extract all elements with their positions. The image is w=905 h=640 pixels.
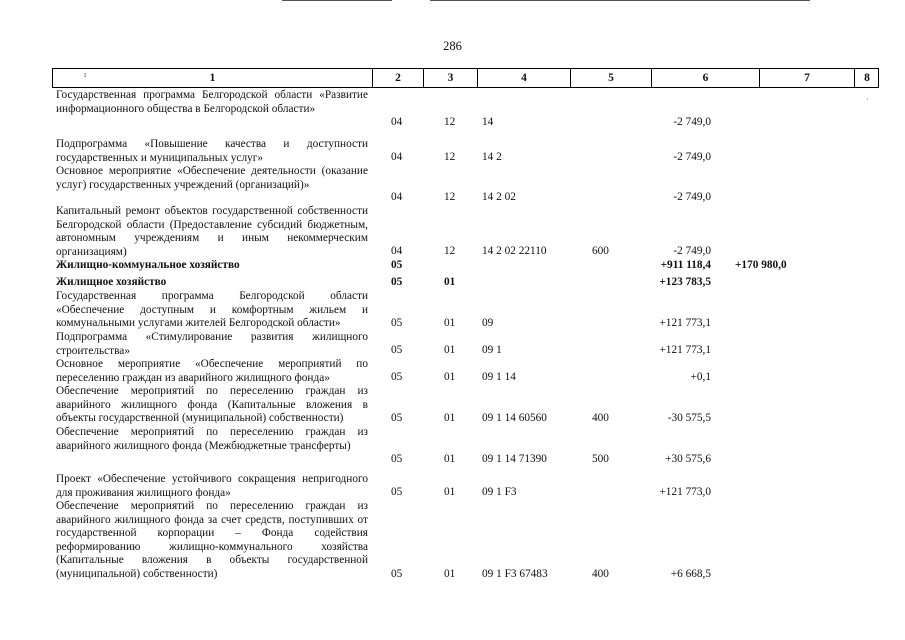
row-description: Основное мероприятие «Обеспечение мероприятий по переселению граждан из аварийного жилищного фонда» <box>56 358 368 384</box>
row-description: Подпрограмма «Стимулирование развития жилищного строительства» <box>56 331 368 357</box>
row-col-4: 09 1 14 71390 <box>482 453 547 465</box>
row-col-3: 01 <box>444 486 456 498</box>
row-col-3: 01 <box>444 568 456 580</box>
row-description: Жилищное хозяйство <box>56 276 167 288</box>
row-col-6: +121 773,1 <box>659 317 711 329</box>
row-col-3: 01 <box>444 412 456 424</box>
row-col-2: 05 <box>391 276 403 288</box>
row-description: Жилищно-коммунальное хозяйство <box>56 259 240 271</box>
header-col-5: 5 <box>608 72 614 84</box>
row-col-6: +911 118,4 <box>660 259 711 271</box>
row-col-2: 05 <box>391 317 403 329</box>
row-col-3: 01 <box>444 371 456 383</box>
row-col-2: 05 <box>391 453 403 465</box>
row-description: Государственная программа Белгородской области «Обеспечение доступным и комфортным жильем и коммунальными услугами жителей Белгородской области» <box>56 290 368 330</box>
row-col-6: +0,1 <box>690 371 711 383</box>
row-col-6: +6 668,5 <box>670 568 711 580</box>
row-col-3: 01 <box>444 276 456 288</box>
row-col-4: 09 1 <box>482 344 502 356</box>
top-rule-right <box>430 0 810 1</box>
row-description: Подпрограмма «Повышение качества и доступности государственных и муниципальных услуг» <box>56 138 368 164</box>
row-col-2: 05 <box>391 486 403 498</box>
row-col-4: 09 1 F3 67483 <box>482 568 548 580</box>
row-col-3: 12 <box>444 151 456 163</box>
row-col-2: 04 <box>391 116 403 128</box>
row-col-2: 05 <box>391 412 403 424</box>
row-col-6: -2 749,0 <box>673 191 711 203</box>
row-description: Капитальный ремонт объектов государственной собственности Белгородской области (Предоставление субсидий бюджетным, автономным учреждениям и иным некоммерческим организациям) <box>56 205 368 258</box>
header-col-1: 1 <box>209 72 216 84</box>
row-col-2: 04 <box>391 191 403 203</box>
row-col-3: 12 <box>444 191 456 203</box>
row-description: Проект «Обеспечение устойчивого сокращения непригодного для проживания жилищного фонда» <box>56 473 368 499</box>
page-number: 286 <box>443 39 462 53</box>
header-col-7: 7 <box>804 72 810 84</box>
row-col-2: 05 <box>391 259 403 271</box>
row-col-4: 14 2 <box>482 151 502 163</box>
row-col-4: 14 2 02 <box>482 191 516 203</box>
scan-mark: · <box>866 95 869 104</box>
row-col-6: -2 749,0 <box>673 116 711 128</box>
row-col-4: 14 <box>482 116 494 128</box>
row-col-5: 400 <box>592 412 609 424</box>
row-col-4: 09 1 F3 <box>482 486 517 498</box>
row-description: Обеспечение мероприятий по переселению граждан из аварийного жилищного фонда (Капитальные вложения в объекты государственной (муниципальной) собственности) <box>56 385 368 425</box>
row-description: Обеспечение мероприятий по переселению граждан из аварийного жилищного фонда (Межбюджетные трансферты) <box>56 426 368 452</box>
row-col-3: 12 <box>444 245 456 257</box>
row-col-3: 01 <box>444 453 456 465</box>
header-col-3: 3 <box>447 72 454 84</box>
row-col-4: 09 <box>482 317 494 329</box>
row-col-3: 01 <box>444 317 456 329</box>
row-col-7: +170 980,0 <box>735 259 787 271</box>
top-rule-left <box>282 0 392 1</box>
row-description: Основное мероприятие «Обеспечение деятельности (оказание услуг) государственных учреждений (организаций)» <box>56 165 368 191</box>
row-col-4: 14 2 02 22110 <box>482 245 547 257</box>
table-header <box>52 68 879 88</box>
row-col-2: 04 <box>391 151 403 163</box>
row-col-6: +123 783,5 <box>659 276 711 288</box>
header-col-6: 6 <box>702 72 709 84</box>
row-col-4: 09 1 14 60560 <box>482 412 547 424</box>
row-col-5: 600 <box>592 245 609 257</box>
header-col-2: 2 <box>395 72 401 84</box>
row-col-4: 09 1 14 <box>482 371 516 383</box>
scan-mark: ı <box>84 70 87 79</box>
row-col-6: -2 749,0 <box>673 151 711 163</box>
row-col-5: 400 <box>592 568 609 580</box>
row-col-2: 05 <box>391 568 403 580</box>
row-description: Обеспечение мероприятий по переселению граждан из аварийного жилищного фонда за счет средств, поступивших от государственной корпорации – Фонда содействия реформированию жилищно-коммунального хозяйства (Капитальные вложения в объекты государственной (муниципальной) собственности) <box>56 500 368 580</box>
row-col-2: 05 <box>391 344 403 356</box>
row-description: Государственная программа Белгородской области «Развитие информационного общества в Белгородской области» <box>56 89 368 115</box>
header-col-4: 4 <box>521 72 527 84</box>
row-col-2: 04 <box>391 245 403 257</box>
row-col-3: 01 <box>444 344 456 356</box>
row-col-6: +121 773,1 <box>659 344 711 356</box>
row-col-6: +30 575,6 <box>665 453 711 465</box>
row-col-5: 500 <box>592 453 609 465</box>
row-col-3: 12 <box>444 116 456 128</box>
row-col-6: +121 773,0 <box>659 486 711 498</box>
row-col-2: 05 <box>391 371 403 383</box>
row-col-6: -2 749,0 <box>673 245 711 257</box>
row-col-6: -30 575,5 <box>667 412 711 424</box>
header-col-8: 8 <box>864 72 870 84</box>
